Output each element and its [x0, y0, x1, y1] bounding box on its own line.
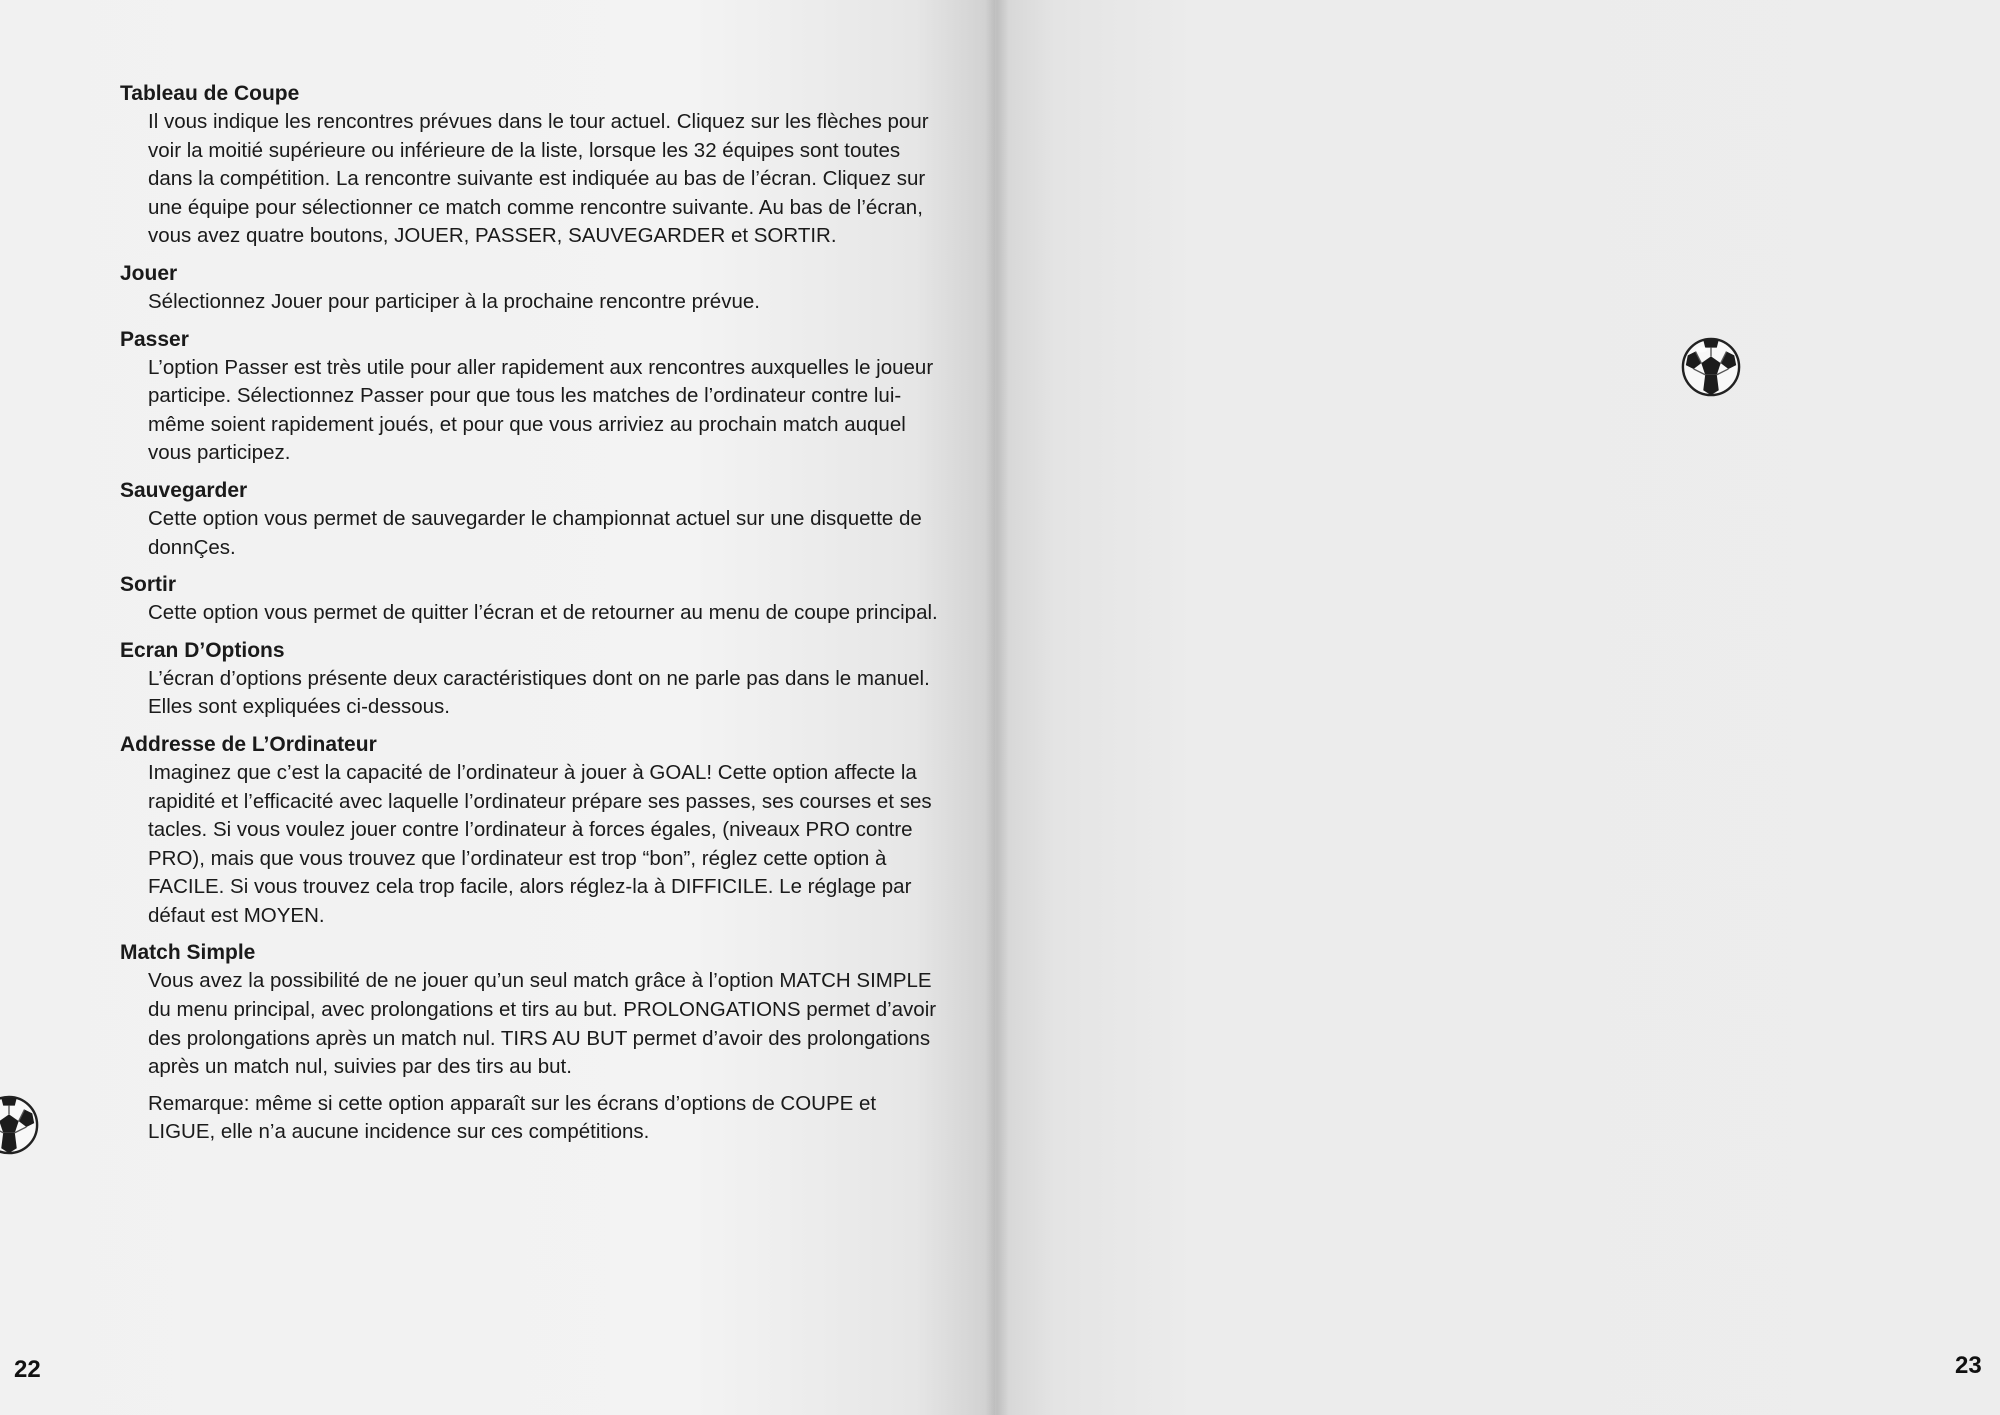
section-paragraph: Vous avez la possibilité de ne jouer qu’un seul match grâce à l’option MATCH SIMPLE du menu principal, avec prolongations et tirs au but. PROLONGATIONS permet d’avoir des prolongations après un match nul. TIRS AU BUT permet d’avoir des prolongations après un match nul, suivies par des tirs au but.	[148, 969, 937, 1079]
section-heading: Ecran D’Options	[120, 638, 285, 662]
section-paragraph: Cette option vous permet de sauvegarder le championnat actuel sur une disquette de donnÇes.	[148, 506, 922, 559]
section-jouer	[120, 260, 940, 317]
section-heading: Sortir	[120, 573, 177, 597]
section-ecran-options	[120, 637, 940, 722]
section-paragraph: Sélectionnez Jouer pour participer à la prochaine rencontre prévue.	[148, 289, 760, 313]
section-note: Remarque: même si cette option apparaît sur les écrans d’options de COUPE et LIGUE, elle n’a aucune incidence sur ces compétitions.	[148, 1091, 877, 1144]
section-passer	[120, 326, 940, 468]
section-heading: Passer	[120, 327, 189, 351]
section-paragraph: Imaginez que c’est la capacité de l’ordinateur à jouer à GOAL! Cette option affecte la rapidité et l’efficacité avec laquelle l’ordinateur prépare ses passes, ses courses et ses tacles. Si vous voulez jouer contre l’ordinateur à forces égales, (niveaux PRO contre PRO), mais que vous trouvez que l’ordinateur est trop “bon”, réglez cette option à FACILE. Si vous trouvez cela trop facile, alors réglez-la à DIFFICILE. Le réglage par défaut est MOYEN.	[148, 760, 932, 927]
left-page-content	[120, 80, 940, 1156]
section-sauvegarder	[120, 477, 940, 562]
section-sortir	[120, 571, 940, 628]
section-match-simple	[120, 939, 940, 1147]
section-tableau-de-coupe	[120, 80, 940, 251]
left-page	[0, 0, 995, 1415]
section-heading: Jouer	[120, 261, 178, 285]
section-heading: Tableau de Coupe	[120, 82, 300, 105]
soccer-ball-icon	[0, 1094, 40, 1156]
section-paragraph: Il vous indique les rencontres prévues dans le tour actuel. Cliquez sur les flèches pour voir la moitié supérieure ou inférieure de la liste, lorsque les 32 équipes sont toutes dans la compétition. La rencontre suivante est indiquée au bas de l’écran. Cliquez sur une équipe pour sélectionner ce match comme rencontre suivante. Au bas de l’écran, vous avez quatre boutons, JOUER, PASSER, SAUVEGARDER et SORTIR.	[148, 110, 929, 248]
section-paragraph: Cette option vous permet de quitter l’écran et de retourner au menu de coupe principal.	[148, 601, 938, 625]
section-addresse-ordinateur	[120, 731, 940, 931]
section-heading: Sauvegarder	[120, 478, 248, 502]
soccer-ball-icon	[1680, 336, 1742, 398]
section-paragraph: L’option Passer est très utile pour aller rapidement aux rencontres auxquelles le joueur participe. Sélectionnez Passer pour que tous les matches de l’ordinateur contre lui-même soient rapidement joués, et pour que vous arriviez au prochain match auquel vous participez.	[148, 355, 934, 465]
page-number-right: 23	[1955, 1352, 1982, 1379]
book-gutter	[985, 0, 1009, 1415]
section-heading: Addresse de L’Ordinateur	[120, 732, 377, 756]
right-page	[995, 0, 2000, 1415]
section-paragraph: L’écran d’options présente deux caractéristiques dont on ne parle pas dans le manuel. Elles sont expliquées ci-dessous.	[148, 666, 930, 719]
section-heading: Match Simple	[120, 941, 256, 965]
page-number-left: 22	[14, 1356, 41, 1383]
